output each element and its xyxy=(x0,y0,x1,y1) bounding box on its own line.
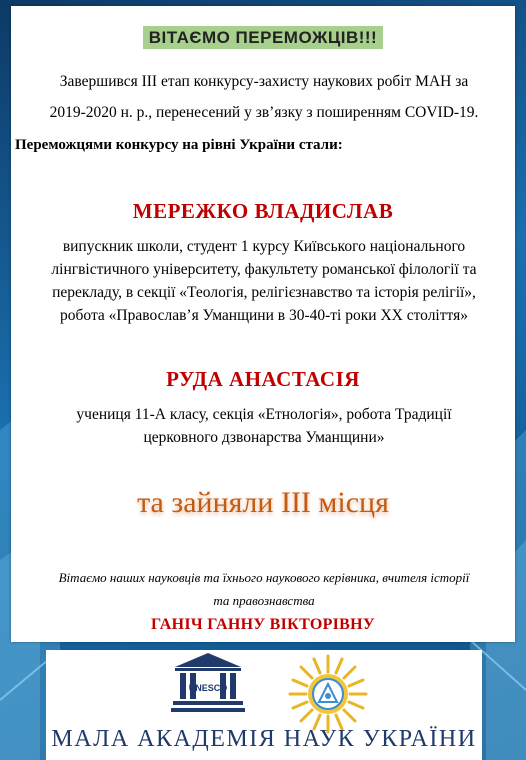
winner-description xyxy=(25,235,503,327)
intro-line: 2019-2020 н. р., перенесений у зв’язку з поширенням COVID-19. xyxy=(49,104,479,121)
headline xyxy=(11,28,515,48)
winner-name: РУДА АНАСТАСІЯ xyxy=(166,367,360,391)
winner-name: МЕРЕЖКО ВЛАДИСЛАВ xyxy=(132,199,394,223)
description-line: церковного дзвонарства Уманщини» xyxy=(143,429,385,446)
description-line: перекладу, в секції «Теологія, релігієзнавство та історія релігії», xyxy=(52,284,476,301)
winner-description xyxy=(25,403,503,449)
intro-line: Завершився ІІІ етап конкурсу-захисту наукових робіт МАН за xyxy=(59,73,469,90)
winners-heading: Переможцями конкурсу на рівні України стали: xyxy=(15,137,343,153)
congratulations-text xyxy=(25,566,503,612)
congrats-line: та правознавства xyxy=(213,593,315,608)
congrats-line: Вітаємо наших науковців та їхнього наукового керівника, вчителя історії xyxy=(58,570,470,585)
unesco-logo-icon xyxy=(171,651,245,719)
description-line: випускник школи, студент 1 курсу Київського національного xyxy=(62,238,466,255)
supervisor-name: ГАНІЧ ГАННУ ВІКТОРІВНУ xyxy=(151,616,375,633)
description-line: робота «Православ’я Уманщини в 30-40-ті роки ХХ століття» xyxy=(60,307,468,324)
announcement-card xyxy=(11,6,515,642)
description-line: лінгвістичного університету, факультету романської філології та xyxy=(51,261,477,278)
place-announcement: та зайняли ІІІ місця xyxy=(137,486,389,519)
headline-text: ВІТАЄМО ПЕРЕМОЖЦІВ!!! xyxy=(143,26,383,49)
academy-emblem-icon xyxy=(286,654,370,734)
intro-text xyxy=(25,66,503,128)
unesco-logo-text: UNESCO xyxy=(188,683,228,693)
academy-banner xyxy=(46,650,482,760)
description-line: учениця 11-А класу, секція «Етнологія», робота Традиції xyxy=(76,406,452,423)
organization-name: МАЛА АКАДЕМІЯ НАУК УКРАЇНИ xyxy=(51,726,477,752)
